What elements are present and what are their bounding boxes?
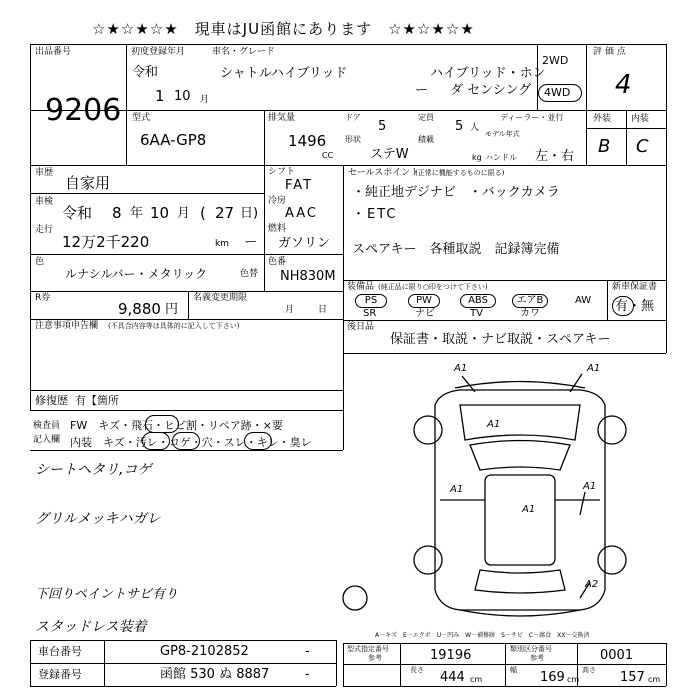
- equipment-sub: (純正品に限り○印をつけて下さい): [378, 283, 488, 291]
- car-grade-line2: ダ センシング: [450, 83, 532, 98]
- capacity-label: 定員: [418, 113, 434, 122]
- usage: 自家用: [65, 174, 111, 192]
- inspection-row-exterior: FW キズ・飛石・ヒビ割・リペア跡・×要: [70, 419, 283, 432]
- width-label: 幅: [510, 666, 517, 674]
- inspector-label-2: 記入欄: [33, 435, 61, 445]
- score-exterior-label: 外装: [593, 114, 612, 124]
- equipment-navi: ナビ: [415, 308, 435, 319]
- dealer-label: ディーラー・並行: [500, 113, 564, 122]
- selling-point-line3: スペアキー 各種取説 記録簿完備: [352, 242, 560, 257]
- color: ルナシルバー・メタリック: [65, 267, 208, 281]
- color-no-label: 色番: [268, 257, 287, 267]
- notes-sub: (不具合内容等は具体的に記入して下さい): [108, 322, 240, 330]
- handle: 左・右: [535, 149, 575, 164]
- damage-mark: A2: [585, 579, 599, 590]
- width-unit: cm: [567, 675, 580, 684]
- selling-points-label: セールスポイント: [348, 168, 420, 178]
- damage-mark: A1: [487, 419, 501, 430]
- score-interior-label: 内装: [631, 114, 650, 124]
- recycle-unit: 円: [165, 302, 179, 317]
- mileage-label: 走行: [35, 225, 54, 235]
- warranty: 有・無: [615, 299, 655, 314]
- color-change-label: 色替: [240, 269, 259, 279]
- plate-number: 函館 530 ぬ 8887: [160, 667, 270, 682]
- plate-label: 登録番号: [38, 668, 82, 681]
- recycle-label: R券: [35, 293, 51, 303]
- load-label: 積載: [418, 135, 434, 144]
- model-code: 6AA-GP8: [140, 131, 207, 149]
- mileage-dash: ー: [244, 235, 258, 250]
- fuel: ガソリン: [278, 236, 331, 251]
- deadline-label: 名義変更期限: [193, 293, 248, 303]
- inspection-label: 車検: [35, 197, 54, 207]
- repair-label: 修復歴: [35, 394, 68, 407]
- chassis-dash: -: [305, 644, 310, 659]
- inspection-year: 8: [112, 204, 122, 222]
- model-label: 型式: [132, 113, 151, 123]
- equipment-ps: PS: [355, 294, 387, 308]
- color-code: NH830M: [280, 269, 336, 284]
- damage-mark: A1: [454, 363, 468, 374]
- drive-4wd: 4WD: [544, 86, 571, 99]
- score-overall: 4: [615, 70, 632, 100]
- inspector-label: 検査員: [33, 421, 61, 431]
- selling-points-sub: (正常に機能するものに限る): [415, 169, 505, 177]
- height-label: 高さ: [582, 666, 596, 674]
- handwritten-note-2: グリルメッキハガレ: [35, 511, 161, 527]
- repair-value: 有【箇所: [75, 394, 119, 407]
- shift-label: シフト: [268, 167, 296, 177]
- equipment-sr: SR: [363, 308, 377, 319]
- car-grade-line1: ハイブリッド・ホン: [430, 66, 546, 81]
- usage-label: 車歴: [35, 168, 54, 178]
- doors: 5: [378, 119, 387, 134]
- registration-era: 令和: [132, 65, 159, 80]
- ac: AAC: [285, 206, 318, 221]
- equipment-pw: PW: [408, 294, 440, 308]
- warranty-label: 新車保証書: [612, 282, 658, 292]
- model-year-label: モデル年式: [485, 130, 520, 138]
- height: 157: [620, 670, 645, 685]
- handwritten-note-1: シートヘタリ,コゲ: [35, 462, 152, 478]
- after-items: 保証書・取説・ナビ取説・スペアキー: [390, 332, 611, 347]
- damage-legend: A－キズ E－エクボ U－凹み W－補修跡 S－サビ C－腐食 XX－交換済: [375, 632, 590, 639]
- length: 444: [440, 670, 465, 685]
- mileage: 12万2千220: [62, 233, 150, 251]
- inspection-row-interior: 内装 キズ・汚レ・コゲ・穴・スレ・キレ・臭レ: [70, 436, 312, 449]
- lot-number: 9206: [45, 93, 122, 128]
- load-unit: kg: [472, 153, 482, 162]
- registration-month: 10: [174, 89, 191, 104]
- registration-month-unit: 月: [200, 95, 210, 105]
- category-label: 類別区分番号: [510, 645, 552, 653]
- inspection-month: 10: [150, 204, 170, 222]
- equipment-abs: ABS: [460, 294, 496, 308]
- handwritten-note-3: 下回りペイントサビ有り: [35, 587, 179, 602]
- inspection-day-open: (: [200, 204, 206, 222]
- length-unit: cm: [470, 675, 483, 684]
- equipment-leather: カワ: [520, 308, 540, 319]
- shape-label: 形状: [345, 135, 361, 144]
- shape: ステW: [370, 147, 409, 162]
- fuel-label: 燃料: [268, 224, 287, 234]
- plate-dash: -: [305, 667, 310, 682]
- damage-mark: A1: [587, 363, 601, 374]
- designation-number: 19196: [430, 648, 472, 663]
- selling-point-line1: ・純正地デジナビ ・バックカメラ: [352, 185, 560, 200]
- width: 169: [540, 670, 565, 685]
- handwritten-note-4: スタッドレス装着: [35, 619, 147, 635]
- registration-label: 初度登録年月: [131, 47, 186, 57]
- score-label: 評 価 点: [593, 47, 626, 57]
- designation-ref: 参考: [368, 654, 382, 662]
- lot-label: 出品番号: [35, 47, 72, 57]
- car-grade-dash: ー: [415, 83, 429, 98]
- inspection-day-unit: 日): [240, 206, 259, 221]
- doors-label: ドア: [345, 113, 361, 122]
- inspection-month-unit: 月: [177, 206, 191, 221]
- score-interior: C: [636, 136, 649, 157]
- height-unit: cm: [648, 675, 661, 684]
- damage-mark: A1: [450, 484, 464, 495]
- car-name: シャトルハイブリッド: [220, 66, 348, 81]
- car-name-label: 車名・グレード: [212, 47, 276, 57]
- registration-year: 1: [155, 87, 165, 105]
- damage-mark: A1: [583, 481, 597, 492]
- chassis-label: 車台番号: [38, 645, 82, 658]
- category-number: 0001: [600, 648, 634, 663]
- equipment-tv: TV: [470, 308, 483, 319]
- damage-mark: A1: [522, 504, 536, 515]
- deadline-day: 日: [318, 305, 328, 315]
- designation-label: 型式指定番号: [347, 645, 389, 653]
- inspection-day: 27: [215, 204, 235, 222]
- equipment-label: 装備品: [347, 282, 375, 292]
- displacement-label: 排気量: [268, 113, 296, 123]
- category-ref: 参考: [530, 654, 544, 662]
- header-banner: ☆★☆★☆★ 現車はJU函館にあります ☆★☆★☆★: [92, 20, 475, 38]
- capacity-unit: 人: [470, 123, 480, 133]
- inspection-era: 令和: [62, 204, 93, 222]
- displacement: 1496: [288, 132, 327, 150]
- length-label: 長さ: [410, 666, 424, 674]
- deadline-month: 月: [285, 305, 295, 315]
- selling-point-line2: ・ETC: [352, 207, 398, 222]
- chassis-number: GP8-2102852: [160, 644, 249, 659]
- equipment-airbag: エアB: [512, 294, 548, 308]
- score-exterior: B: [598, 136, 611, 157]
- mileage-unit: km: [215, 239, 229, 249]
- ac-label: 冷房: [268, 196, 287, 206]
- equipment-aw: AW: [575, 295, 592, 306]
- handle-label: ハンドル: [485, 153, 517, 162]
- drive-2wd: 2WD: [542, 54, 569, 67]
- recycle-value: 9,880: [118, 300, 161, 318]
- capacity: 5: [455, 119, 464, 134]
- inspection-year-unit: 年: [130, 206, 144, 221]
- color-label: 色: [35, 257, 45, 267]
- shift: FAT: [285, 178, 314, 193]
- displacement-unit: CC: [322, 151, 334, 160]
- notes-label: 注意事項申告欄: [35, 321, 99, 331]
- after-items-label: 後日品: [347, 322, 375, 332]
